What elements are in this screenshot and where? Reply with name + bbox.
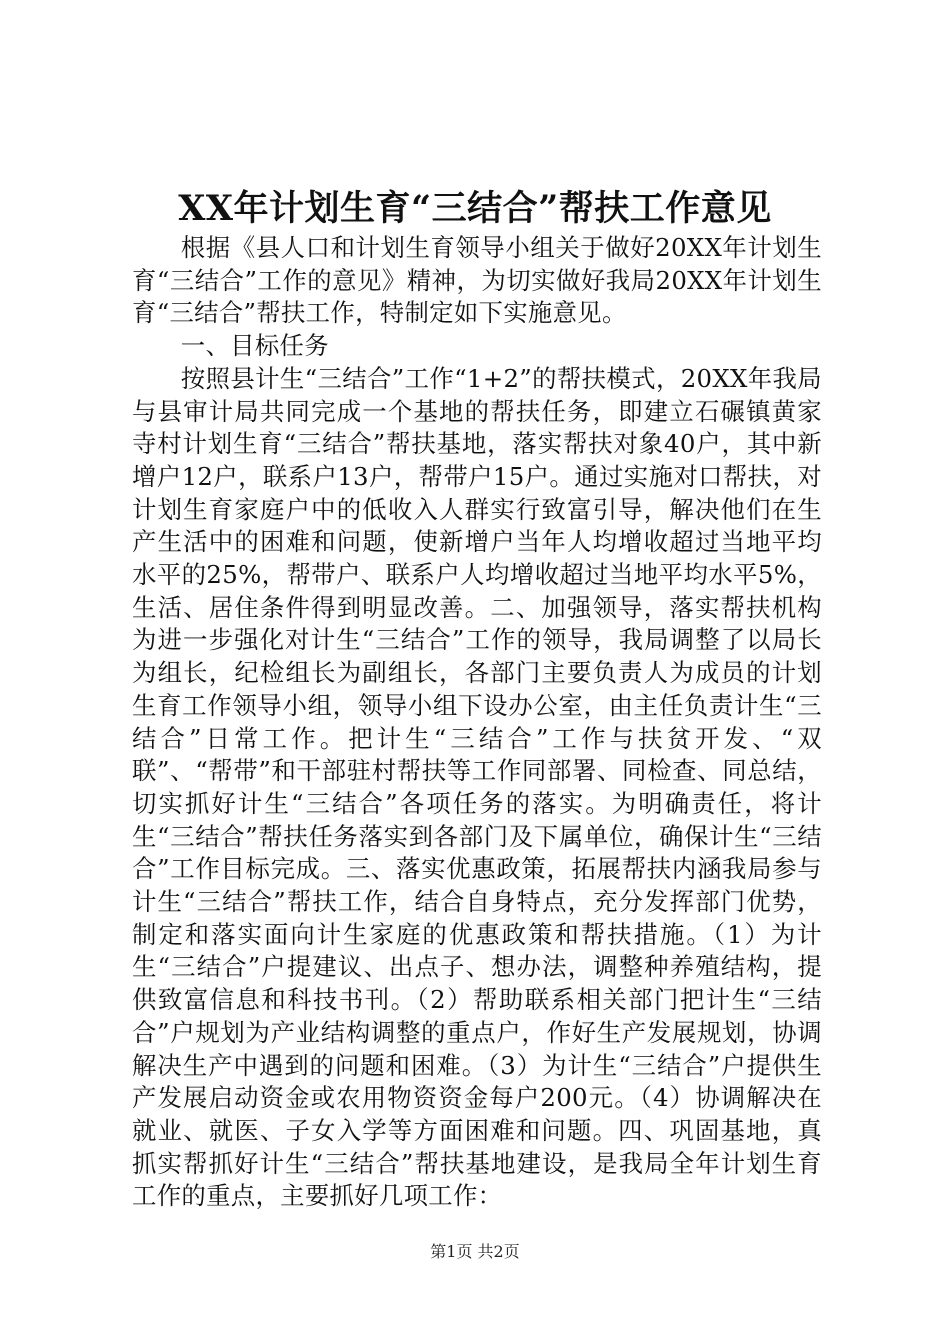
paragraph-intro: 根据《县人口和计划生育领导小组关于做好20XX年计划生育“三结合”工作的意见》精神，为切实做好我局20XX年计划生育“三结合”帮扶工作，特制定如下实施意见。: [132, 233, 822, 328]
section-heading-goals: 一、目标任务: [180, 331, 329, 361]
document-body: [132, 232, 822, 1213]
paragraph-main: 按照县计生“三结合”工作“1+2”的帮扶模式，20XX年我局与县审计局共同完成一个基地的帮扶任务，即建立石碾镇黄家寺村计划生育“三结合”帮扶基地，落实帮扶对象40户，其中新增户12户，联系户13户，帮带户15户。通过实施对口帮扶，对计划生育家庭户中的低收入人群实行致富引导，解决他们在生产生活中的困难和问题，使新增户当年人均增收超过当地平均水平的25%，帮带户、联系户人均增收超过当地平均水平5%，生活、居住条件得到明显改善。二、加强领导，落实帮扶机构为进一步强化对计生“三结合”工作的领导，我局调整了以局长为组长，纪检组长为副组长，各部门主要负责人为成员的计划生育工作领导小组，领导小组下设办公室，由主任负责计生“三结合”日常工作。把计生“三结合”工作与扶贫开发、“双联”、“帮带”和干部驻村帮扶等工作同部署、同检查、同总结，切实抓好计生“三结合”各项任务的落实。为明确责任，将计生“三结合”帮扶任务落实到各部门及下属单位，确保计生“三结合”工作目标完成。三、落实优惠政策，拓展帮扶内涵我局参与计生“三结合”帮扶工作，结合自身特点，充分发挥部门优势，制定和落实面向计生家庭的优惠政策和帮扶措施。（1）为计生“三结合”户提建议、出点子、想办法，调整种养殖结构，提供致富信息和科技书刊。（2）帮助联系相关部门把计生“三结合”户规划为产业结构调整的重点户，作好生产发展规划，协调解决生产中遇到的问题和困难。（3）为计生“三结合”户提供生产发展启动资金或农用物资资金每户200元。（4）协调解决在就业、就医、子女入学等方面困难和问题。四、巩固基地，真抓实帮抓好计生“三结合”帮扶基地建设，是我局全年计划生育工作的重点，主要抓好几项工作：: [132, 363, 822, 1211]
page-footer: 第1页 共2页: [430, 1242, 520, 1261]
document-title: XX年计划生育“三结合”帮扶工作意见: [178, 188, 772, 229]
